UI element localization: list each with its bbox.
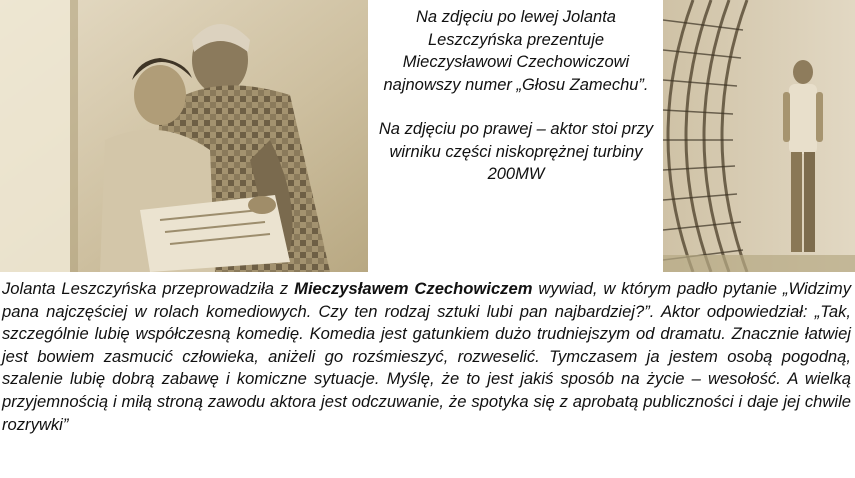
photo-right	[663, 0, 855, 272]
caption-left-photo: Na zdjęciu po lewej Jolanta Leszczyńska prezentuje Mieczysławowi Czechowiczowi najnowszy numer „Głosu Zamechu”.	[383, 8, 649, 94]
photo-caption	[372, 6, 660, 186]
article-body: wywiad, w którym padło pytanie „Widzimy pana najczęściej w rolach komediowych. Czy ten rodzaj sztuki lubi pan najbardziej?”. Aktor odpowiedział: „Tak, szczególnie lubię współczesną komedię. Komedia jest gatunkiem dużo trudniejszym od dramatu. Znacznie łatwiej jest bowiem zasmucić człowieka, aniżeli go rozśmieszyć, rozweselić. Tymczasem ja jestem osobą pogodną, szalenie lubię dobrą zabawę i komiczne sytuacje. Myślę, że to jest jakiś sposób na życie – wesołość. A wielką przyjemnością i miłą stroną zawodu aktora jest odczuwanie, że spotyka się z aprobatą publiczności i daje jej chwile rozrywki”	[2, 279, 851, 434]
photo-left-illustration	[0, 0, 368, 272]
article-lead: Jolanta Leszczyńska przeprowadziła z	[2, 279, 289, 298]
photo-left	[0, 0, 368, 272]
caption-right-photo: Na zdjęciu po prawej – aktor stoi przy wirniku części niskoprężnej turbiny 200MW	[378, 120, 654, 183]
article-text	[2, 278, 851, 436]
article-interviewee-name: Mieczysławem Czechowiczem	[294, 279, 533, 298]
photo-right-illustration	[663, 0, 855, 272]
